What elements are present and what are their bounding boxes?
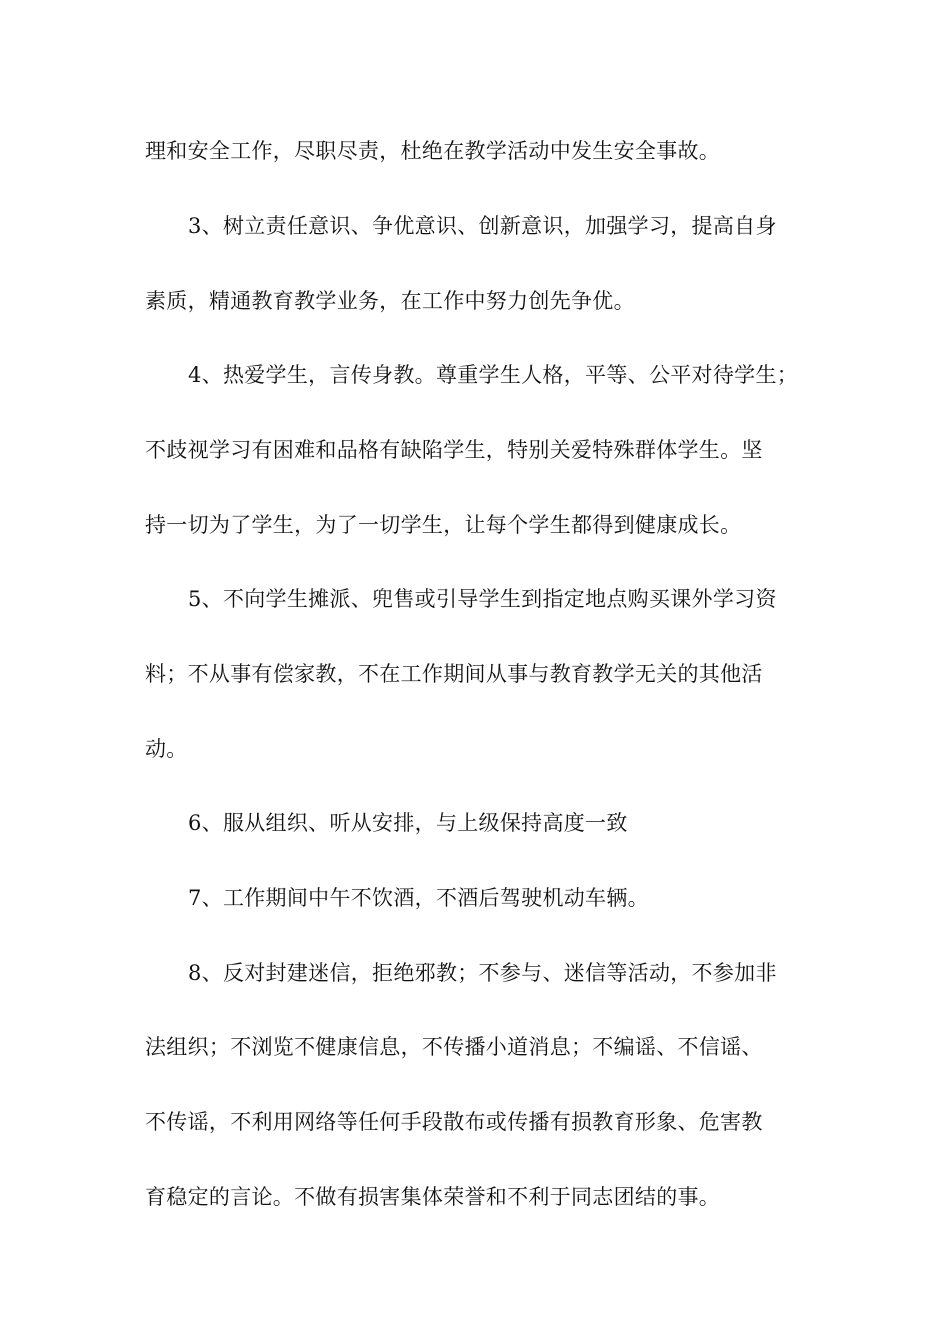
text-line: 素质，精通教育教学业务，在工作中努力创先争优。 <box>145 289 635 313</box>
text-line: 5、不向学生摊派、兜售或引导学生到指定地点购买课外学习资 <box>188 587 777 611</box>
text-line: 动。 <box>145 737 188 761</box>
text-line: 7、工作期间中午不饮酒，不酒后驾驶机动车辆。 <box>188 886 649 910</box>
text-line: 不歧视学习有困难和品格有缺陷学生，特别关爱特殊群体学生。坚 <box>145 438 763 462</box>
text-line: 不传谣，不利用网络等任何手段散布或传播有损教育形象、危害教 <box>145 1110 763 1134</box>
text-line: 理和安全工作，尽职尽责，杜绝在教学活动中发生安全事故。 <box>145 139 721 163</box>
text-line: 持一切为了学生，为了一切学生，让每个学生都得到健康成长。 <box>145 513 742 537</box>
text-line: 6、服从组织、听从安排，与上级保持高度一致 <box>188 811 628 835</box>
text-line: 料；不从事有偿家教，不在工作期间从事与教育教学无关的其他活 <box>145 662 763 686</box>
text-line: 3、树立责任意识、争优意识、创新意识，加强学习，提高自身 <box>188 214 777 238</box>
text-line: 育稳定的言论。不做有损害集体荣誉和不利于同志团结的事。 <box>145 1185 721 1209</box>
text-line: 法组织；不浏览不健康信息，不传播小道消息；不编谣、不信谣、 <box>145 1035 763 1059</box>
text-line: 8、反对封建迷信，拒绝邪教；不参与、迷信等活动，不参加非 <box>188 961 777 985</box>
text-line: 4、热爱学生，言传身教。尊重学生人格，平等、公平对待学生； <box>188 363 799 387</box>
